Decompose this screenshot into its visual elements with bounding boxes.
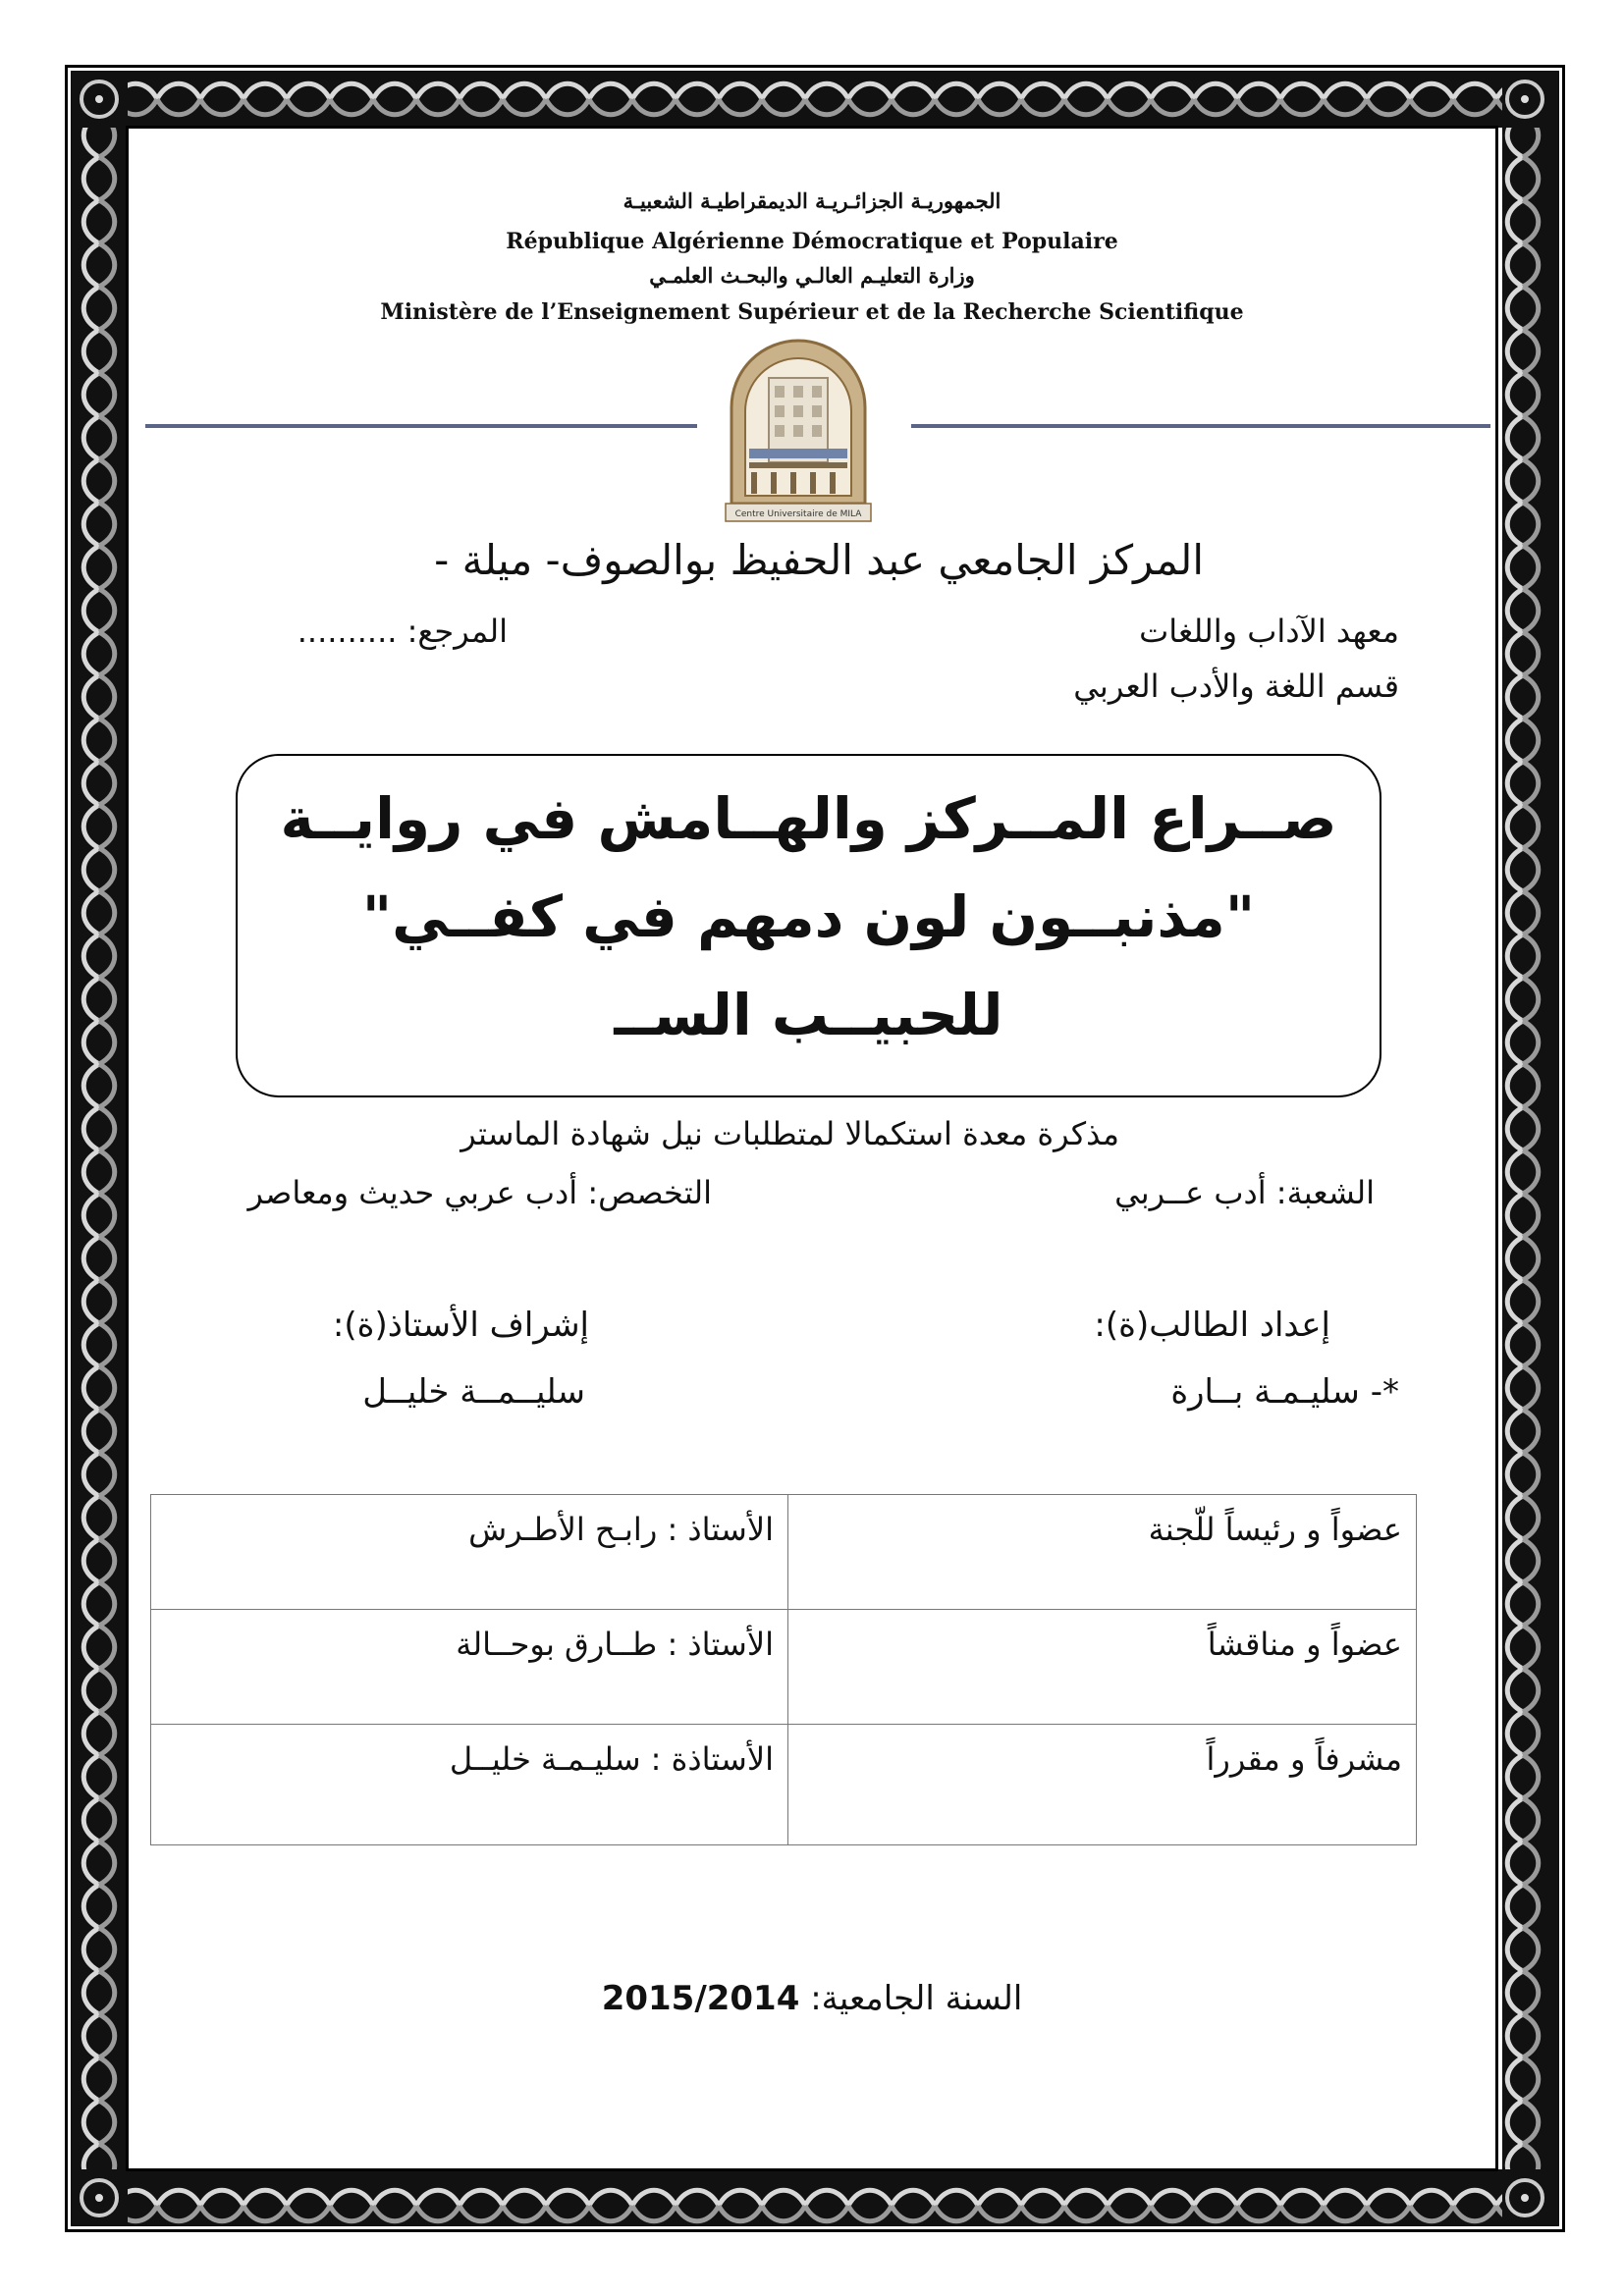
academic-year-value: 2015/2014 [601, 1979, 800, 2018]
jury-member-name: الأستاذ : طــارق بوحــالة [151, 1610, 788, 1725]
corner-ornament-icon [80, 2178, 119, 2217]
jury-member-role: مشرفاً و مقرراً [788, 1725, 1417, 1845]
jury-member-role: عضواً و مناقشاً [788, 1610, 1417, 1725]
logo-caption: Centre Universitaire de MILA [734, 509, 862, 519]
academic-year [0, 1979, 1624, 2018]
institute-name: معهد الآداب واللغات [1139, 613, 1399, 650]
reference-number: المرجع: .......... [297, 613, 508, 650]
supervisor-label: إشراف الأستاذ(ة): [332, 1306, 589, 1345]
jury-member-role: عضواً و رئيساً للّجنة [788, 1495, 1417, 1610]
table-row [151, 1495, 1417, 1610]
academic-year-label: السنة الجامعية: [810, 1979, 1023, 2018]
corner-ornament-icon [1505, 80, 1544, 119]
memo-purpose: مذكرة معدة استكمالا لمتطلبات نيل شهادة الماستر [460, 1115, 1119, 1152]
jury-member-name: الأستاذة : سليـمـة خليــل [151, 1725, 788, 1845]
jury-member-name: الأستاذ : رابـح الأطـرش [151, 1495, 788, 1610]
header-divider-right [911, 424, 1490, 428]
university-logo [722, 339, 875, 523]
header-divider-left [145, 424, 697, 428]
table-row [151, 1610, 1417, 1725]
specialty: التخصص: أدب عربي حديث ومعاصر [247, 1174, 712, 1211]
thesis-title-line-2: "مذنبــون لون دمهم في كفــي" [361, 883, 1256, 950]
student-name: *- سليـمـة بــارة [1170, 1372, 1399, 1412]
republic-arabic: الجمهوريـة الجزائـريـة الديمقراطيـة الشعبيـة [623, 188, 1001, 213]
student-label: إعداد الطالب(ة): [1094, 1306, 1330, 1345]
thesis-title-line-3: للحبيــب الســ [614, 982, 1003, 1048]
jury-table [150, 1494, 1417, 1845]
ministry-arabic: وزارة التعليـم العالـي والبحـث العلمـي [649, 263, 975, 288]
republic-french: République Algérienne Démocratique et Populaire [506, 229, 1118, 254]
university-center-name: المركز الجامعي عبد الحفيظ بوالصوف- ميلة - [434, 536, 1204, 584]
branch: الشعبة: أدب عــربي [1114, 1174, 1375, 1211]
department-name: قسم اللغة والأدب العربي [1073, 667, 1399, 705]
table-row [151, 1725, 1417, 1845]
corner-ornament-icon [80, 80, 119, 119]
corner-ornament-icon [1505, 2178, 1544, 2217]
thesis-title-line-1: صــراع المــركز والهــامش في روايــة [280, 785, 1337, 852]
supervisor-name: سليــمــة خليــل [362, 1372, 585, 1412]
ministry-french: Ministère de l’Enseignement Supérieur et de la Recherche Scientifique [380, 299, 1244, 325]
